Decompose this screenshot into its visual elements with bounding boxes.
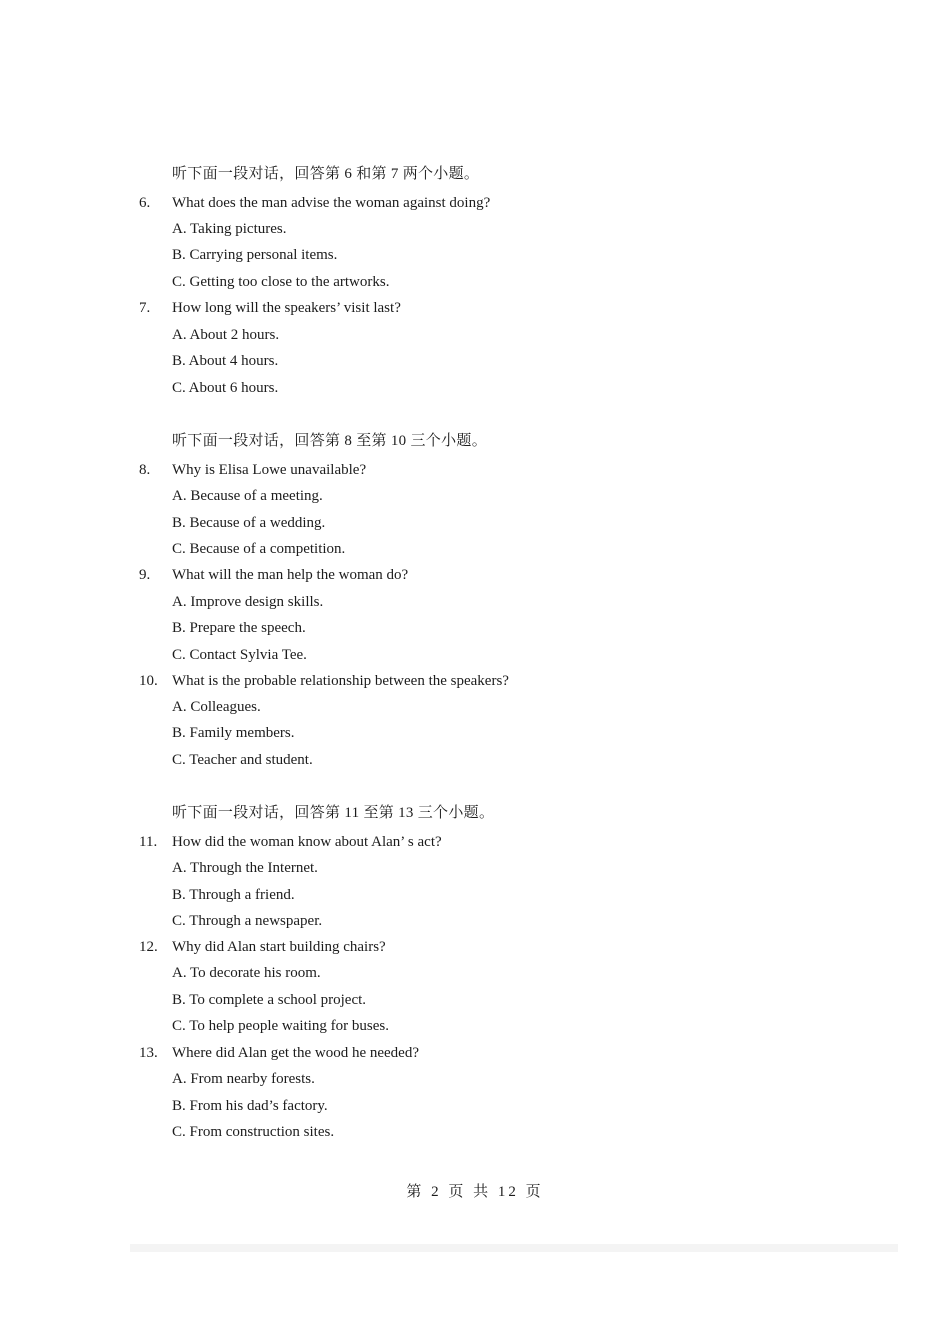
answer-option: B. To complete a school project. — [172, 992, 367, 1008]
answer-option: B. Through a friend. — [172, 887, 295, 903]
question-text: What is the probable relationship between the speakers? — [172, 673, 509, 689]
answer-option: C. Getting too close to the artworks. — [172, 274, 390, 290]
question-number: 10. — [139, 673, 158, 689]
section-instruction: 听下面一段对话，回答第 11 至第 13 三个小题。 — [172, 805, 495, 821]
section-instruction: 听下面一段对话，回答第 8 至第 10 三个小题。 — [172, 433, 488, 449]
page-number-footer: 第 2 页 共 12 页 — [406, 1184, 544, 1200]
answer-option: B. Because of a wedding. — [172, 515, 326, 531]
answer-option: C. Teacher and student. — [172, 752, 313, 768]
answer-option: C. Through a newspaper. — [172, 913, 323, 929]
question-number: 12. — [139, 939, 158, 955]
answer-option: A. To decorate his room. — [172, 965, 321, 981]
answer-option: B. Family members. — [172, 725, 295, 741]
question-text: How did the woman know about Alan’ s act? — [172, 834, 442, 850]
question-number: 13. — [139, 1045, 158, 1061]
question-text: Why is Elisa Lowe unavailable? — [172, 462, 367, 478]
question-text: Where did Alan get the wood he needed? — [172, 1045, 419, 1061]
answer-option: A. Colleagues. — [172, 699, 261, 715]
answer-option: C. To help people waiting for buses. — [172, 1018, 389, 1034]
question-text: What does the man advise the woman against doing? — [172, 195, 491, 211]
answer-option: A. Because of a meeting. — [172, 488, 323, 504]
answer-option: A. About 2 hours. — [172, 327, 280, 343]
answer-option: A. Improve design skills. — [172, 594, 324, 610]
question-number: 11. — [139, 834, 158, 850]
question-text: How long will the speakers’ visit last? — [172, 300, 401, 316]
answer-option: B. Carrying personal items. — [172, 247, 338, 263]
section-instruction: 听下面一段对话，回答第 6 和第 7 两个小题。 — [172, 166, 480, 182]
answer-option: C. Because of a competition. — [172, 541, 346, 557]
answer-option: B. From his dad’s factory. — [172, 1098, 328, 1114]
answer-option: A. From nearby forests. — [172, 1071, 315, 1087]
answer-option: A. Taking pictures. — [172, 221, 287, 237]
scan-edge-divider — [130, 1244, 898, 1252]
answer-option: C. From construction sites. — [172, 1124, 335, 1140]
answer-option: A. Through the Internet. — [172, 860, 318, 876]
answer-option: B. About 4 hours. — [172, 353, 279, 369]
question-text: What will the man help the woman do? — [172, 567, 409, 583]
question-number: 6. — [139, 195, 151, 211]
answer-option: B. Prepare the speech. — [172, 620, 306, 636]
question-number: 8. — [139, 462, 151, 478]
question-text: Why did Alan start building chairs? — [172, 939, 386, 955]
answer-option: C. Contact Sylvia Tee. — [172, 647, 307, 663]
question-number: 7. — [139, 300, 151, 316]
question-number: 9. — [139, 567, 151, 583]
answer-option: C. About 6 hours. — [172, 380, 279, 396]
